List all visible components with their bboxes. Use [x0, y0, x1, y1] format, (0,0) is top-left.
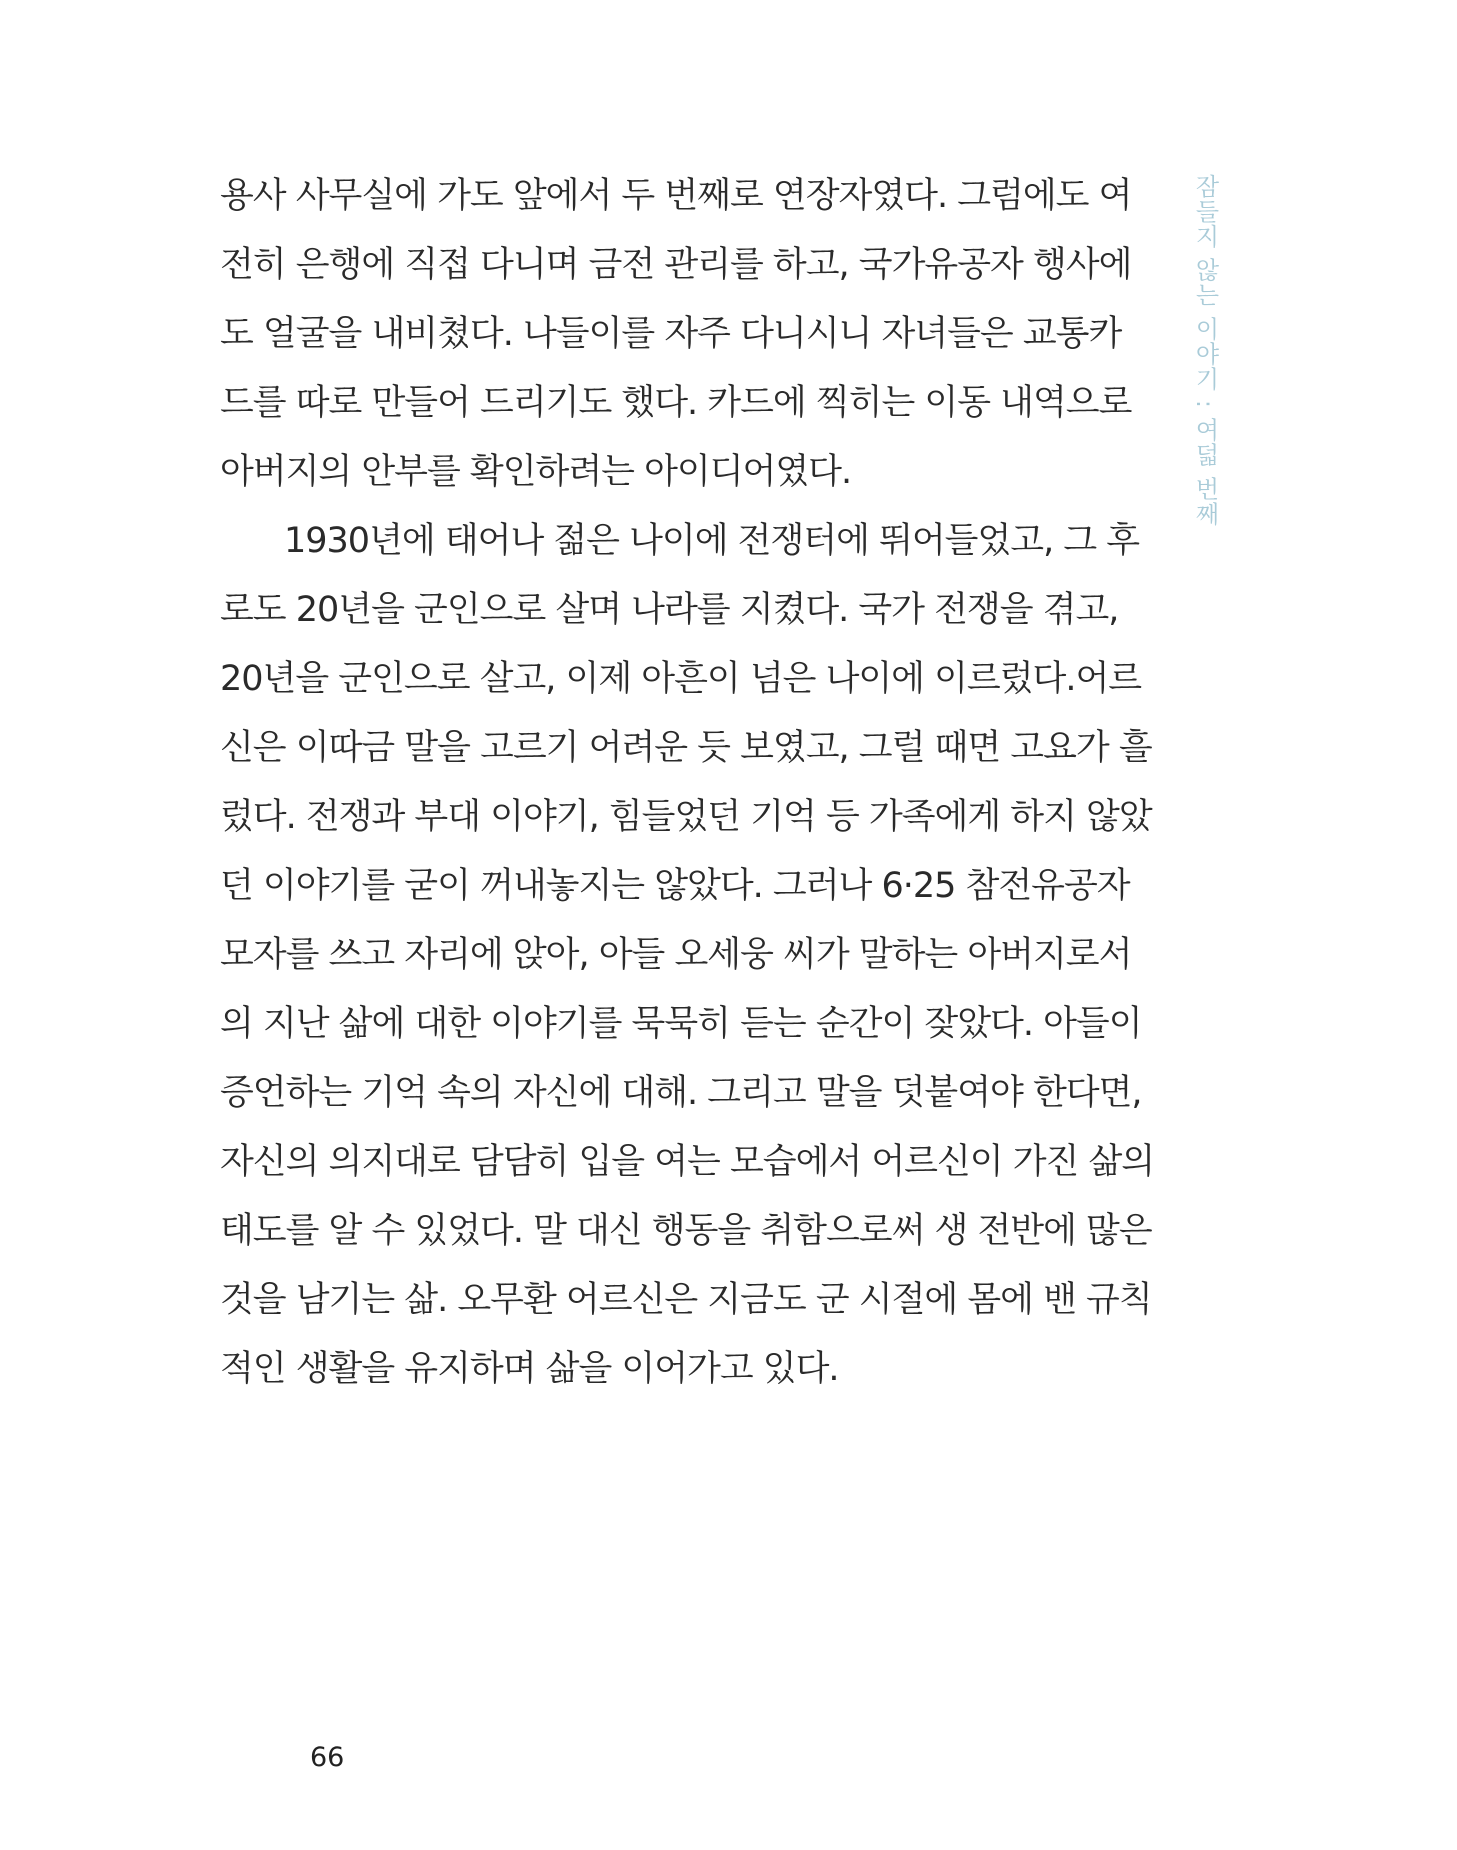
- text-line: 모자를 쓰고 자리에 앉아, 아들 오세웅 씨가 말하는 아버지로서: [220, 935, 1132, 975]
- text-line: 의 지난 삶에 대한 이야기를 묵묵히 듣는 순간이 잦았다. 아들이: [220, 1004, 1142, 1044]
- text-line: 렀다. 전쟁과 부대 이야기, 힘들었던 기억 등 가족에게 하지 않았: [220, 797, 1152, 837]
- text-line-indented: 1930년에 태어나 젊은 나이에 전쟁터에 뛰어들었고, 그 후: [284, 521, 1140, 561]
- page-number: 66: [310, 1742, 345, 1773]
- body-text: [220, 162, 1155, 1404]
- text-line: 적인 생활을 유지하며 삶을 이어가고 있다.: [220, 1349, 839, 1389]
- text-line: 던 이야기를 굳이 꺼내놓지는 않았다. 그러나 6·25 참전유공자: [220, 866, 1130, 906]
- text-line: 용사 사무실에 가도 앞에서 두 번째로 연장자였다. 그럼에도 여: [220, 176, 1132, 216]
- text-line: 것을 남기는 삶. 오무환 어르신은 지금도 군 시절에 몸에 밴 규칙: [220, 1280, 1152, 1320]
- text-line: 20년을 군인으로 살고, 이제 아흔이 넘은 나이에 이르렀다.어르: [220, 659, 1142, 699]
- text-line: 증언하는 기억 속의 자신에 대해. 그리고 말을 덧붙여야 한다면,: [220, 1073, 1142, 1113]
- text-line: 드를 따로 만들어 드리기도 했다. 카드에 찍히는 이동 내역으로: [220, 383, 1132, 423]
- text-line: 아버지의 안부를 확인하려는 아이디어였다.: [220, 452, 852, 492]
- text-line: 태도를 알 수 있었다. 말 대신 행동을 취함으로써 생 전반에 많은: [220, 1211, 1152, 1251]
- text-line: 자신의 의지대로 담담히 입을 여는 모습에서 어르신이 가진 삶의: [220, 1142, 1155, 1182]
- text-line: 도 얼굴을 내비쳤다. 나들이를 자주 다니시니 자녀들은 교통카: [220, 314, 1122, 354]
- text-line: 로도 20년을 군인으로 살며 나라를 지켰다. 국가 전쟁을 겪고,: [220, 590, 1119, 630]
- text-line: 신은 이따금 말을 고르기 어려운 듯 보였고, 그럴 때면 고요가 흘: [220, 728, 1152, 768]
- text-line: 전히 은행에 직접 다니며 금전 관리를 하고, 국가유공자 행사에: [220, 245, 1132, 285]
- running-head: 잠들지 않는 이야기 : 여덟 번째: [1191, 174, 1219, 527]
